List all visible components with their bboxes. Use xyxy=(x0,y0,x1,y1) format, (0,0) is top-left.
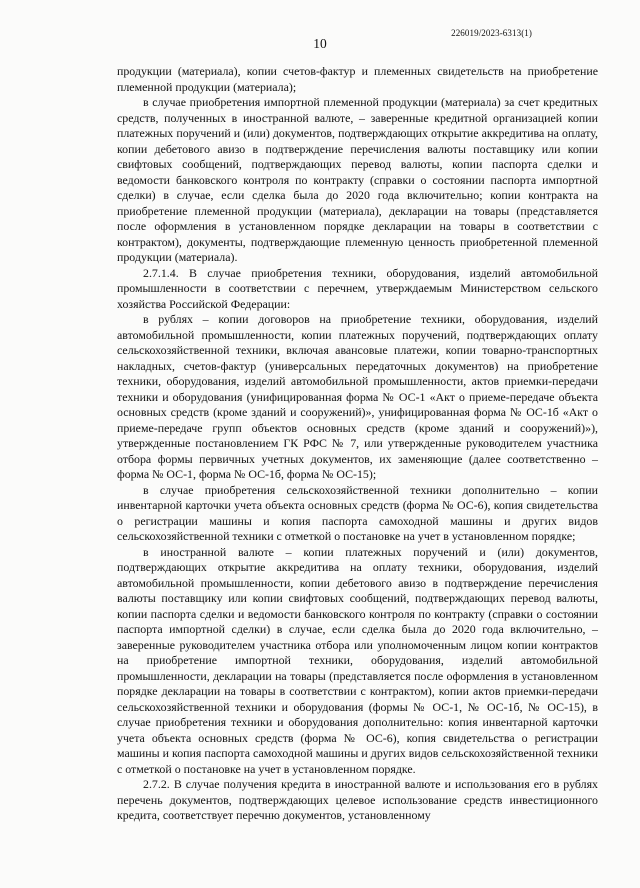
page-number: 10 xyxy=(313,36,327,51)
paragraph: продукции (материала), копии счетов-фактур и племенных свидетельств на приобретение племенной продукции (материала); xyxy=(117,64,598,94)
paragraph: в иностранной валюте – копии платежных поручений и (или) документов, подтверждающих открытие аккредитива на оплату техники, оборудования, изделий автомобильной промышленности, копии дебетового авизо в подтверждение перечисления валюты поставщику или копии свифтовых сообщений, подтверждающих перевод валюты, копии паспорта сделки и ведомости банковского контроля по контракту (справки о состоянии паспорта импортной сделки) в случае, если сделка была до 2020 года включительно, – заверенные руководителем участника отбора или уполномоченным лицом копии контрактов на приобретение импортной техники, оборудования, изделий автомобильной промышленности, декларации на товары (представляется после оформления в установленном порядке декларации на товары в соответствии с контрактом), копии актов приемки-передачи сельскохозяйственной техники и оборудования (формы № ОС-1, № ОС-1б, № ОС-15), в случае приобретения техники и оборудования дополнительно: копия инвентарной карточки учета объекта основных средств (форма № ОС-6), копия свидетельства о регистрации машины и копия паспорта самоходной машины и других видов сельскохозяйственной техники с отметкой о постановке на учет в установленном порядке. xyxy=(117,544,598,776)
paragraph: 2.7.2. В случае получения кредита в иностранной валюте и использования его в рублях перечень документов, подтверждающих целевое использование средств инвестиционного кредита, соответствует перечню документов, установленному xyxy=(117,777,598,822)
paragraph: в случае приобретения импортной племенной продукции (материала) за счет кредитных средств, полученных в иностранной валюте, – заверенные кредитной организацией копии платежных поручений и (или) документов, подтверждающих открытие аккредитива на оплату, копии дебетового авизо в подтверждение перечисления валюты поставщику или копии свифтовых сообщений, подтверждающих перевод валюты, копии паспорта сделки и ведомости банковского контроля по контракту (справки о состоянии паспорта импортной сделки) в случае, если сделка была до 2020 года включительно; копии контракта на приобретение племенной продукции (материала), декларации на товары (представляется после оформления в установленном порядке декларации на товары в соответствии с контрактом), документы, подтверждающие племенную ценность приобретенной племенной продукции (материала). xyxy=(117,95,598,264)
paragraph: в рублях – копии договоров на приобретение техники, оборудования, изделий автомобильной промышленности, копии платежных поручений, подтверждающих оплату сельскохозяйственной техники, включая авансовые платежи, копии товарно-транспортных накладных, счетов-фактур (универсальных передаточных документов) на приобретение техники, оборудования, изделий автомобильной промышленности, актов приемки-передачи техники и оборудования (унифицированная форма № ОС-1 «Акт о приеме-передаче объекта основных средств (кроме зданий и сооружений)», унифицированная форма № ОС-1б «Акт о приеме-передаче групп объектов основных средств (кроме зданий и сооружений)»), утвержденные постановлением ГК РФС № 7, или утвержденные руководителем участника отбора формы первичных учетных документов, их заменяющие (далее соответственно – форма № ОС-1, форма № ОС-1б, форма № ОС-15); xyxy=(117,312,598,481)
document-number: 226019/2023-6313(1) xyxy=(451,28,532,38)
paragraph: 2.7.1.4. В случае приобретения техники, оборудования, изделий автомобильной промышленности в соответствии с перечнем, утверждаемым Министерством сельского хозяйства Российской Федерации: xyxy=(117,265,598,311)
document-body xyxy=(117,64,598,824)
paragraph: в случае приобретения сельскохозяйственной техники дополнительно – копии инвентарной карточки учета объекта основных средств (форма № ОС-6), копия свидетельства о регистрации машины и копия паспорта самоходной машины и других видов сельскохозяйственной техники с отметкой о постановке на учет в установленном порядке; xyxy=(117,482,598,543)
